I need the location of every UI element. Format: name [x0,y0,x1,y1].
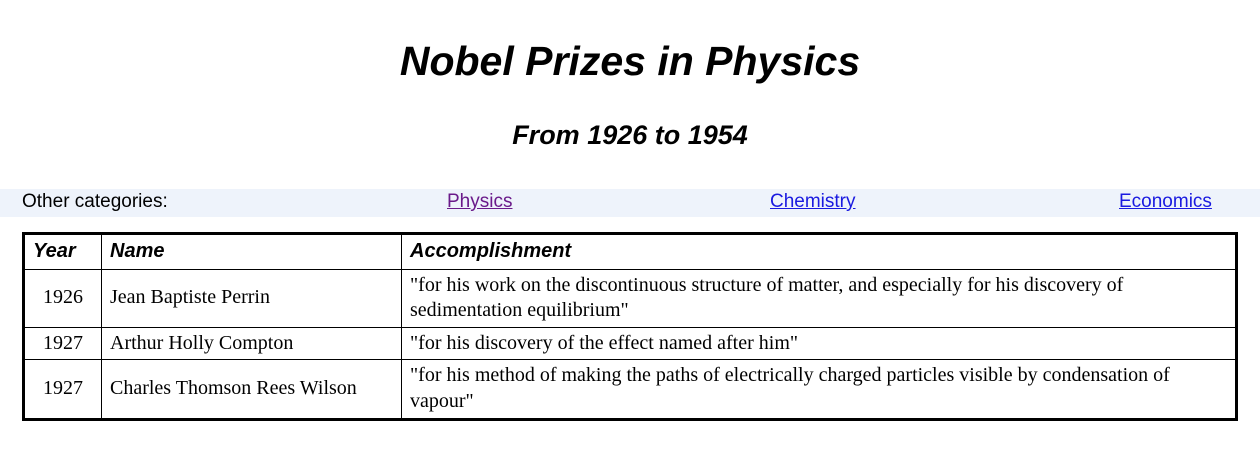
category-link-physics[interactable]: Physics [447,191,513,212]
cell-accomplishment: "for his discovery of the effect named after him" [402,327,1237,360]
other-categories-label: Other categories: [22,191,168,212]
cell-accomplishment: "for his work on the discontinuous structure of matter, and especially for his discovery of sedimentation equilibrium" [402,269,1237,327]
category-link-economics[interactable]: Economics [1119,191,1212,212]
cell-name: Charles Thomson Rees Wilson [102,360,402,419]
column-header-accomplishment: Accomplishment [402,234,1237,270]
page-subtitle: From 1926 to 1954 [512,120,748,150]
table-header-row [24,234,1237,270]
page-title: Nobel Prizes in Physics [399,38,861,84]
cell-year: 1927 [24,327,102,360]
column-header-name: Name [102,234,402,270]
table-row [24,360,1237,419]
column-header-year: Year [24,234,102,270]
table-row [24,327,1237,360]
cell-name: Jean Baptiste Perrin [102,269,402,327]
cell-name: Arthur Holly Compton [102,327,402,360]
cell-year: 1926 [24,269,102,327]
cell-accomplishment: "for his method of making the paths of electrically charged particles visible by condensation of vapour" [402,360,1237,419]
table-row [24,269,1237,327]
cell-year: 1927 [24,360,102,419]
category-link-chemistry[interactable]: Chemistry [770,191,856,212]
other-categories-bar [0,189,1260,217]
nobel-prizes-table [22,232,1238,421]
